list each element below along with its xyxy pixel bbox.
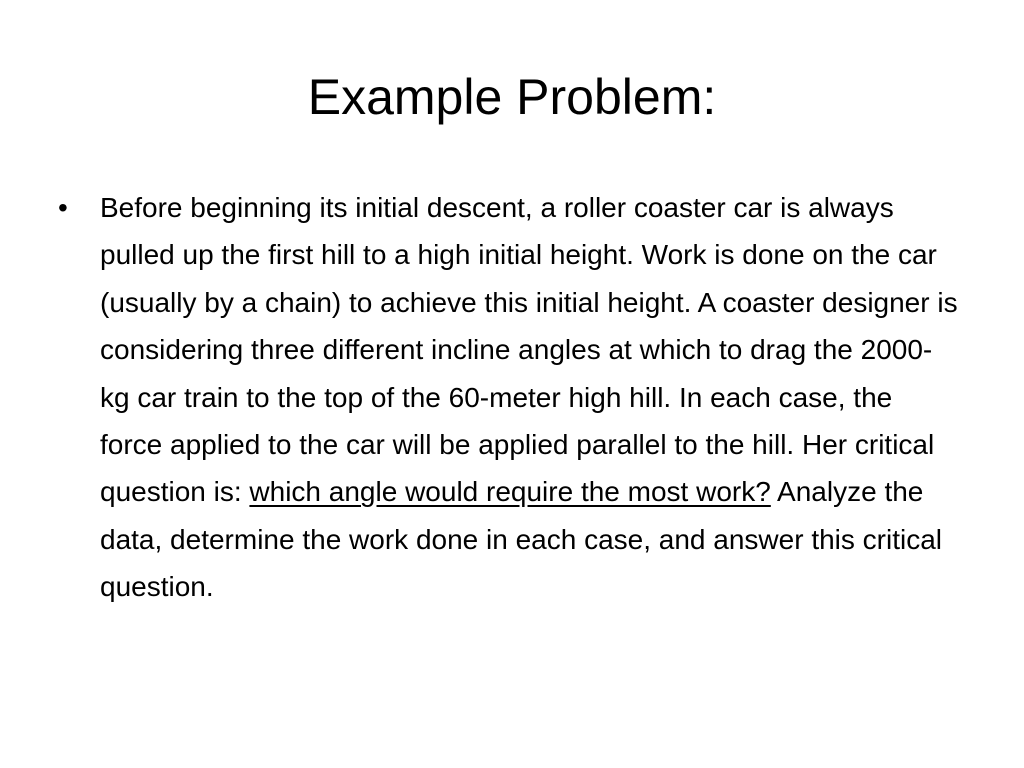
bullet-marker: •: [58, 192, 68, 223]
slide-title: Example Problem:: [307, 69, 717, 125]
bullet-text-after: Analyze the data, determine the work done in each case, and answer this critical question.: [100, 476, 943, 603]
bullet-text-before: Before beginning its initial descent, a roller coaster car is always pulled up the first hill to a high initial height. Work is done on the car (usually by a chain) to achieve this initial height. A coaster designer is considering three different incline angles at which to drag the 2000-kg car train to the top of the 60-meter high hill. In each case, the force applied to the car will be applied parallel to the hill. Her critical question is:: [100, 192, 958, 508]
bullet-list: [58, 184, 958, 611]
bullet-item: [58, 184, 958, 611]
critical-question-text: which angle would require the most work?: [249, 476, 771, 508]
